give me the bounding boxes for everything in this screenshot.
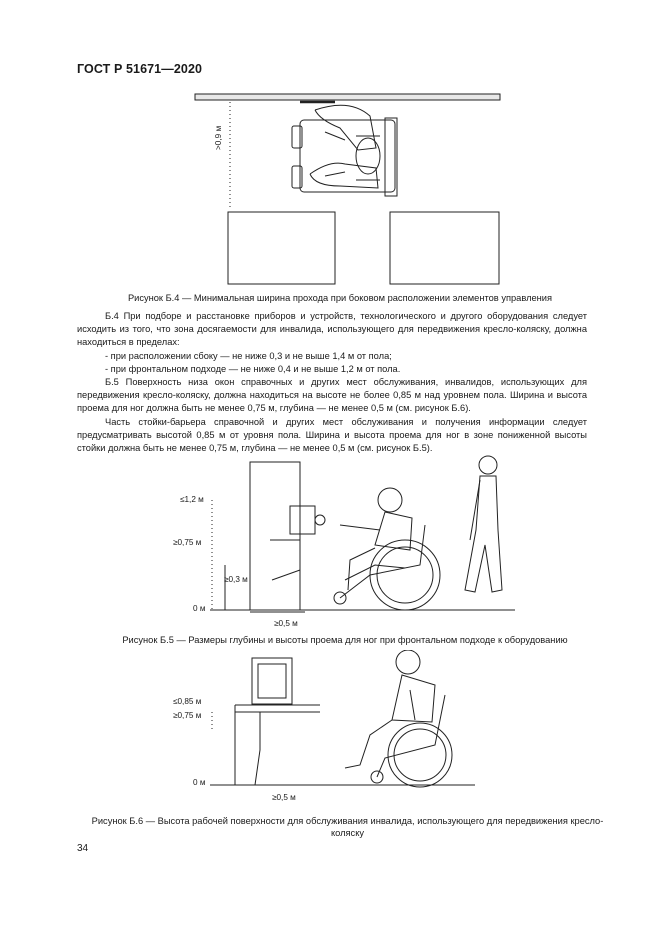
figure-b5-label-depth: ≥0,5 м xyxy=(274,619,298,628)
figure-b6-label-h0: 0 м xyxy=(193,778,206,787)
list-item: - при фронтальном подходе — не ниже 0,4 и не выше 1,2 м от пола. xyxy=(105,363,401,374)
figure-b5-label-h0: 0 м xyxy=(193,604,206,613)
figure-b4-drawing xyxy=(180,88,510,288)
figure-b4-dim-label: >0,9 м xyxy=(214,125,223,150)
page-number: 34 xyxy=(77,843,89,854)
figure-b6-label-h1: ≤0,85 м xyxy=(173,697,202,706)
body-text xyxy=(77,310,587,455)
figure-b5-drawing xyxy=(180,450,520,625)
figure-b5-label-h2: ≥0,75 м xyxy=(173,538,202,547)
figure-b6-caption: Рисунок Б.6 — Высота рабочей поверхности для обслуживания инвалида, использующего для передвижения кресло-коляску xyxy=(91,816,604,838)
figure-b6-label-h2: ≥0,75 м xyxy=(173,711,202,720)
figure-b5-label-h3: ≥0,3 м xyxy=(224,575,248,584)
list-item: - при расположении сбоку — не ниже 0,3 и не выше 1,4 м от пола; xyxy=(105,350,392,361)
paragraph-b5-2: Часть стойки-барьера справочной и других мест обслуживания и получения информации следует предусматривать высотой 0,85 м от уровня пола. Ширина и высота проема для ног в зоне пониженной высоты стойки должна быть не менее 0,75 м, глубина — не менее 0,5 м (см. рисунок Б.5). xyxy=(77,416,587,454)
paragraph-b4: Б.4 При подборе и расстановке приборов и устройств, технологического и другого оборудования следует исходить из того, что зона досягаемости для инвалида, использующего для передвижения кресло-коляску, должна находиться в пределах: xyxy=(77,311,587,348)
document-header: ГОСТ Р 51671—2020 xyxy=(77,62,203,76)
figure-b6-label-depth: ≥0,5 м xyxy=(272,793,296,802)
figure-b5-label-h1: ≤1,2 м xyxy=(180,495,204,504)
figure-b6-drawing xyxy=(180,650,480,800)
figure-b4-caption: Рисунок Б.4 — Минимальная ширина прохода при боковом расположении элементов управления xyxy=(127,293,553,303)
figure-b5-caption: Рисунок Б.5 — Размеры глубины и высоты проема для ног при фронтальном подходе к оборудованию xyxy=(122,635,568,645)
paragraph-b5: Б.5 Поверхность низа окон справочных и других мест обслуживания, инвалидов, использующих для передвижения кресло-коляску, должна находиться на высоте не более 0,85 м над уровнем пола. Ширина и высота проема для ног должна быть не менее 0,75 м, глубина — не менее 0,5 м (см. рисунок Б.6). xyxy=(77,377,587,414)
